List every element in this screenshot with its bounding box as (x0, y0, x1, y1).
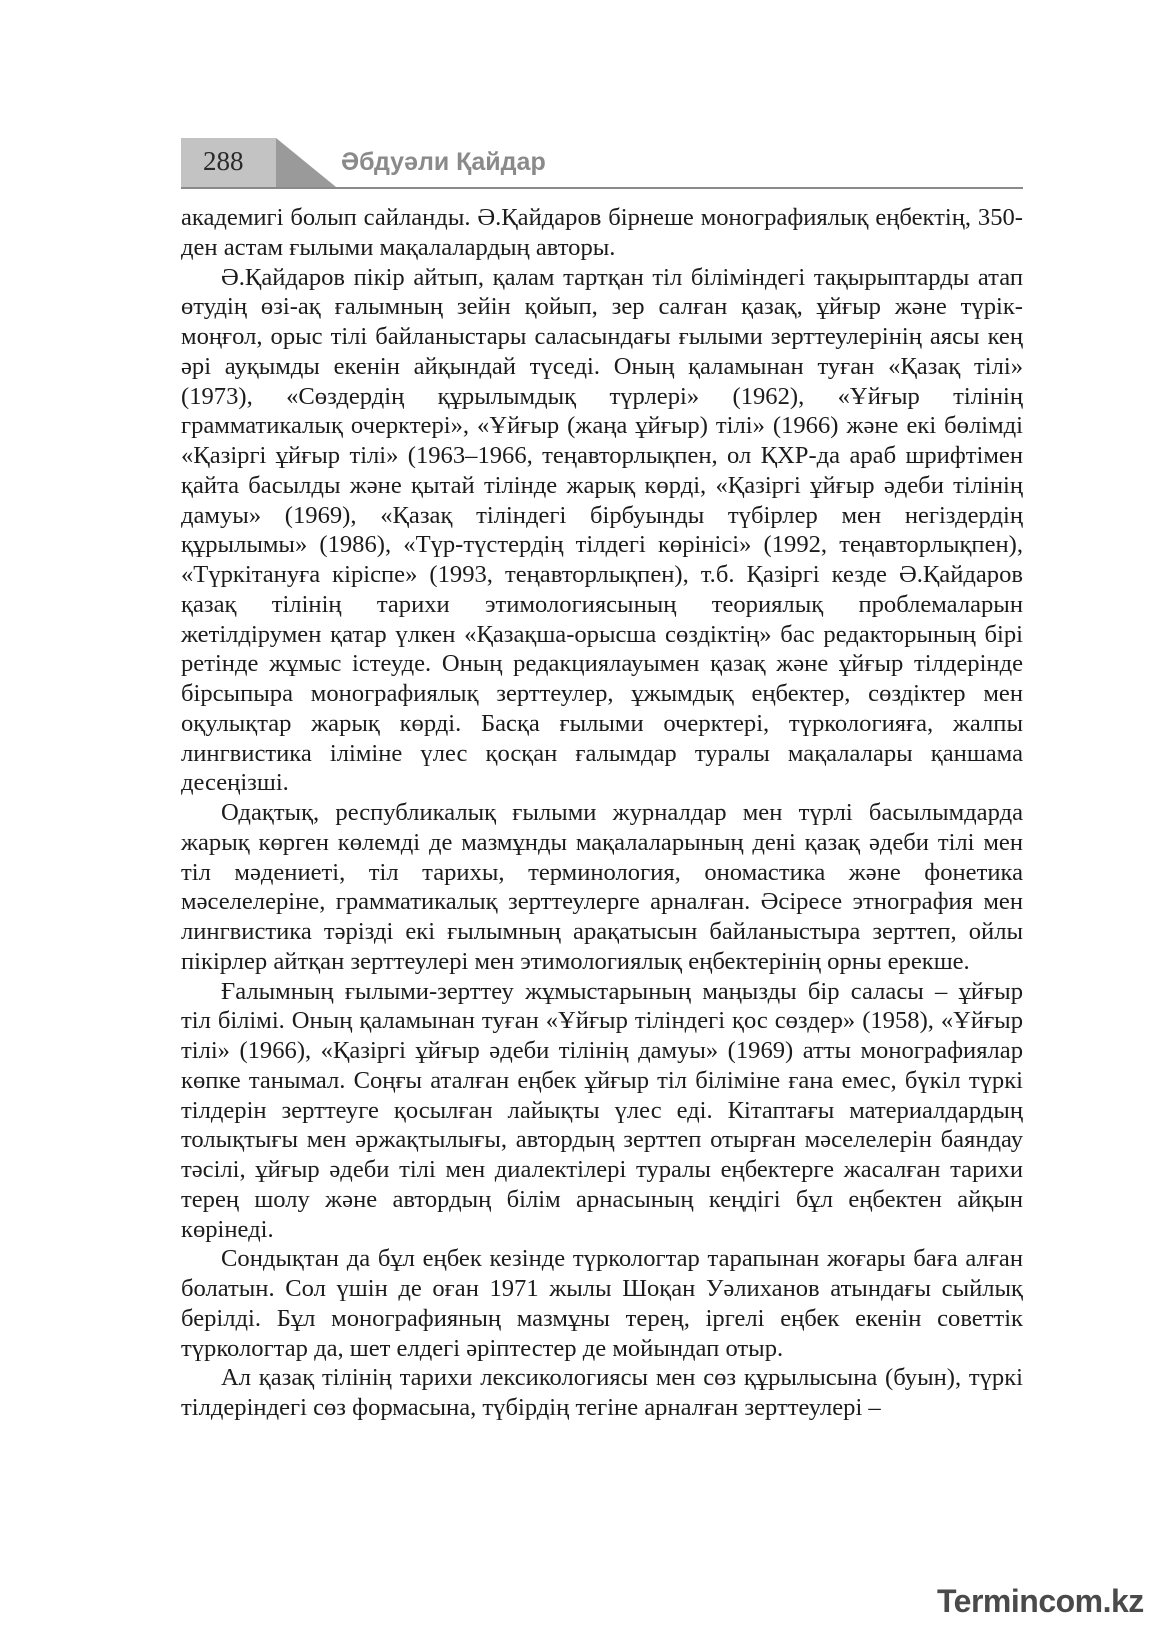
body-text (181, 203, 1023, 1423)
header-rule (181, 187, 1023, 189)
paragraph-6: Ал қазақ тілінің тарихи лексикологиясы мен сөз құрылысына (буын), түркі тілдеріндегі сөз формасына, түбірдің тегіне арналған зерттеулері – (181, 1364, 1023, 1421)
paragraph-5: Сондықтан да бұл еңбек кезінде түркологтар тарапынан жоғары баға алған болатын. Сол үшін де оған 1971 жылы Шоқан Уәлиханов атындағы сыйлық берілді. Бұл монографияның мазмұны терең, іргелі еңбек екенін советтік түркологтар да, шет елдегі әріптестер де мойындап отыр. (181, 1245, 1023, 1362)
paragraph-2: Ә.Қайдаров пікір айтып, қалам тартқан тіл біліміндегі тақырыптарды атап өтудің өзі-ақ ғалымның зейін қойып, зер салған қазақ, ұйғыр және түрік-моңғол, орыс тілі байланыстары саласындағы ғылыми зерттеулерінің аясы кең әрі ауқымды екенін айқындай түседі. Оның қаламынан туған «Қазақ тілі» (1973), «Сөздердің құрылымдық түрлері» (1962), «Ұйғыр тілінің грамматикалық очерктері», «Ұйғыр (жаңа ұйғыр) тілі» (1966) және екі бөлімді «Қазіргі ұйғыр тілі» (1963–1966, теңавторлықпен, ол ҚХР-да араб шрифтімен қайта басылды және қытай тілінде жарық көрді, «Қазіргі ұйғыр әдеби тілінің дамуы» (1969), «Қазақ тіліндегі бірбуынды түбірлер мен негіздердің құрылымы» (1986), «Түр-түстердің тілдегі көрінісі» (1992, теңавторлықпен), «Түркітануға кіріспе» (1993, теңавторлықпен), т.б. Қазіргі кезде Ә.Қайдаров қазақ тілінің тарихи этимологиясының теориялық проблемаларын жетілдірумен қатар үлкен «Қазақша-орысша сөздіктің» бас редакторының бірі ретінде жұмыс істеуде. Оның редакциялауымен қазақ және ұйғыр тілдерінде бірсыпыра монографиялық зерттеулер, ұжымдық еңбектер, сөздіктер мен оқулықтар жарық көрді. Басқа ғылыми очерктері, түркологияға, жалпы лингвистика іліміне үлес қосқан ғалымдар туралы мақалалары қаншама десеңізші. (181, 263, 1023, 797)
paragraph-1: академигі болып сайланды. Ә.Қайдаров бірнеше монографиялық еңбектің, 350-ден астам ғылыми мақалалардың авторы. (181, 204, 1023, 261)
header-wedge (276, 138, 336, 187)
paragraph-3: Одақтық, республикалық ғылыми журналдар мен түрлі басылымдарда жарық көрген көлемді де мазмұнды мақалаларының дені қазақ әдеби тілі мен тіл мәдениеті, тіл тарихы, терминология, ономастика және фонетика мәселелеріне, грамматикалық зерттеулерге арналған. Әсіресе этнография мен лингвистика тәрізді екі ғылымның арақатысын байланыстыра зерттеп, ойлы пікірлер айтқан зерттеулері мен этимологиялық еңбектерінің орны ерекше. (181, 799, 1023, 975)
site-watermark: Termincom.kz (937, 1583, 1144, 1619)
paragraph-4: Ғалымның ғылыми-зерттеу жұмыстарының маңызды бір саласы – ұйғыр тіл білімі. Оның қаламынан туған «Ұйғыр тіліндегі қос сөздер» (1958), «Ұйғыр тілі» (1966), «Қазіргі ұйғыр әдеби тілінің дамуы» (1969) атты монографиялар көпке танымал. Соңғы аталған еңбек ұйғыр тіл біліміне ғана емес, бүкіл түркі тілдерін зерттеуге қосылған лайықты үлес еді. Кітаптағы материалдардың толықтығы мен әржақтылығы, автордың зерттеп отырған мәселелерін баяндау тәсілі, ұйғыр әдеби тілі мен диалектілері туралы еңбектерге жасалған тарихи терең шолу және автордың білім арнасының кеңдігі бұл еңбектен айқын көрінеді. (181, 977, 1023, 1243)
page-number-tab (181, 138, 276, 187)
page-number: 288 (203, 146, 244, 176)
page-header (181, 138, 1023, 188)
running-title: Әбдуәли Қайдар (341, 148, 546, 176)
